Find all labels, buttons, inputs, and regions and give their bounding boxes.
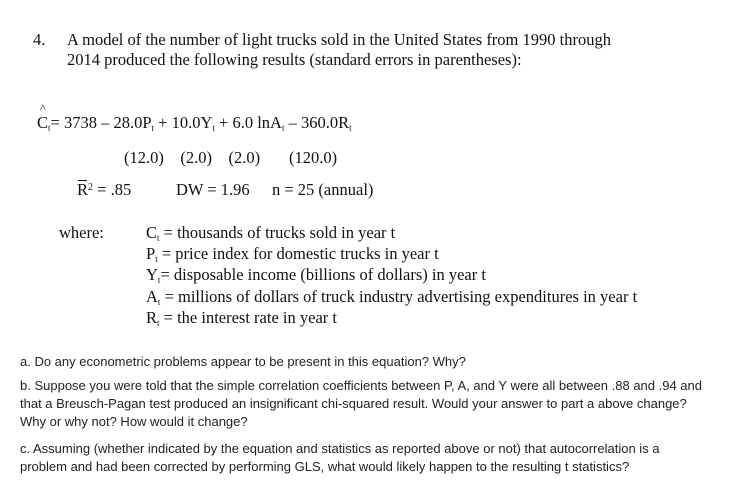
question-a: a. Do any econometric problems appear to be present in this equation? Why?: [20, 354, 466, 369]
eq-sub-2: t: [212, 123, 215, 133]
eq-term-1: + 10.0Y: [154, 113, 213, 132]
lhs-subscript: t: [48, 123, 51, 133]
eq-term-0: = 3738 – 28.0P: [50, 113, 152, 132]
definition-item: $R_t$ = the interest rate in year t: [146, 308, 337, 328]
definition-item: $A_t$ = millions of dollars of truck industry advertising expenditures in year t: [146, 287, 638, 307]
definition-item: $P_t$ = price index for domestic trucks in year t: [146, 244, 439, 264]
definition-item: $Y_t=$ disposable income (billions of dollars) in year t: [146, 265, 486, 285]
question-c: c. Assuming (whether indicated by the equation and statistics as reported above or not) that autocorrelation is a problem and had been corrected by performing GLS, what would likely happen to the resulting t statistics?: [20, 441, 660, 474]
rbar-value: = .85: [93, 180, 132, 199]
eq-sub-4: t: [349, 123, 352, 133]
regression-equation: [37, 113, 352, 133]
where-label: where:: [59, 223, 104, 242]
eq-sub-3: t: [281, 123, 285, 133]
durbin-watson: DW = 1.96: [176, 180, 250, 199]
sample-size: n = 25 (annual): [272, 180, 374, 199]
lhs-variable: ^ C: [37, 113, 48, 133]
question-b: b. Suppose you were told that the simple correlation coefficients between P, A, and Y were all between .88 and .94 and that a Breusch-Pagan test produced an insignificant chi-squared result. Would your answer to part a above change? Why or why not? How would it change?: [20, 378, 702, 429]
rbar-variable: R: [77, 180, 89, 199]
eq-term-3: – 360.0R: [284, 113, 350, 132]
problem-intro-line1: A model of the number of light trucks sold in the United States from 1990 through: [67, 30, 611, 49]
rbar-superscript: 2: [88, 182, 94, 193]
eq-sub-1: t: [151, 123, 155, 133]
problem-number: 4.: [33, 30, 46, 49]
problem-intro-line2: 2014 produced the following results (standard errors in parentheses):: [67, 50, 522, 69]
fit-statistics: [77, 180, 131, 200]
definition-item: $C_t$ = thousands of trucks sold in year t: [146, 223, 396, 243]
standard-errors: (12.0) (2.0) (2.0) (120.0): [124, 148, 338, 167]
eq-term-2: + 6.0 lnA: [214, 113, 282, 132]
